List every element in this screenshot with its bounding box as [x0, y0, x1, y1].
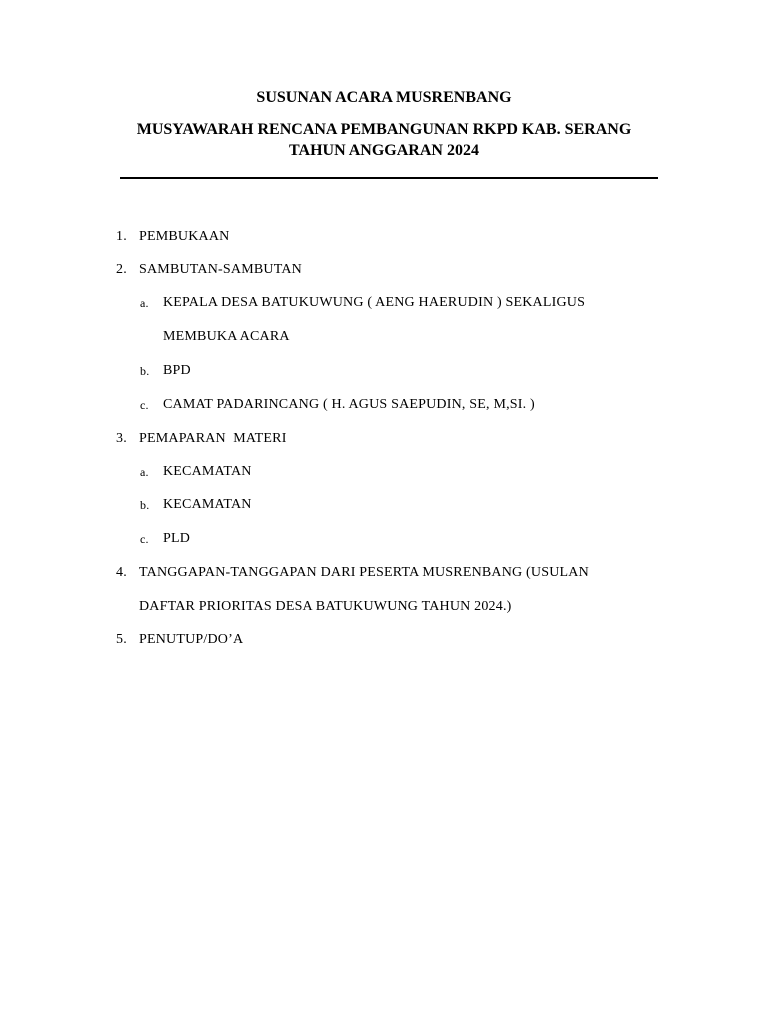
agenda-item-number: 5. — [116, 632, 127, 647]
agenda-subitem-text: KECAMATAN — [163, 464, 252, 479]
title-underline-divider — [120, 177, 658, 179]
agenda-subitem-text: BPD — [163, 363, 191, 378]
agenda-item-number: 4. — [116, 565, 127, 580]
agenda-subitem-letter: b. — [140, 498, 150, 512]
agenda-item-text: SAMBUTAN-SAMBUTAN — [139, 262, 302, 277]
agenda-item-text: PEMBUKAAN — [139, 229, 230, 244]
agenda-subitem-text: PLD — [163, 531, 191, 546]
agenda-item-number: 2. — [116, 262, 127, 277]
agenda-subitem-letter: a. — [140, 296, 149, 310]
agenda-subitem-letter: a. — [140, 465, 149, 479]
document-subtitle: MUSYAWARAH RENCANA PEMBANGUNAN RKPD KAB. SERANG — [136, 121, 632, 138]
agenda-item-number: 3. — [116, 431, 127, 446]
agenda-subitem-text: KEPALA DESA BATUKUWUNG ( AENG HAERUDIN ) SEKALIGUS — [163, 295, 586, 310]
agenda-subitem-text: KECAMATAN — [163, 497, 252, 512]
agenda-item-text: PEMAPARAN MATERI — [139, 431, 287, 446]
agenda-subitem-letter: c. — [140, 532, 149, 546]
agenda-item-text: PENUTUP/DO’A — [139, 632, 244, 647]
document-title: SUSUNAN ACARA MUSRENBANG — [256, 89, 512, 106]
agenda-subitem-letter: c. — [140, 398, 149, 412]
agenda-item-text: TANGGAPAN-TANGGAPAN DARI PESERTA MUSRENBANG (USULAN — [139, 565, 589, 580]
agenda-item-number: 1. — [116, 229, 127, 244]
agenda-subitem-letter: b. — [140, 364, 150, 378]
agenda-subitem-text: CAMAT PADARINCANG ( H. AGUS SAEPUDIN, SE, M,SI. ) — [163, 397, 535, 412]
document-year-line: TAHUN ANGGARAN 2024 — [289, 142, 479, 159]
agenda-subitem-text-continued: MEMBUKA ACARA — [163, 329, 290, 344]
agenda-item-text-continued: DAFTAR PRIORITAS DESA BATUKUWUNG TAHUN 2024.) — [139, 599, 512, 614]
